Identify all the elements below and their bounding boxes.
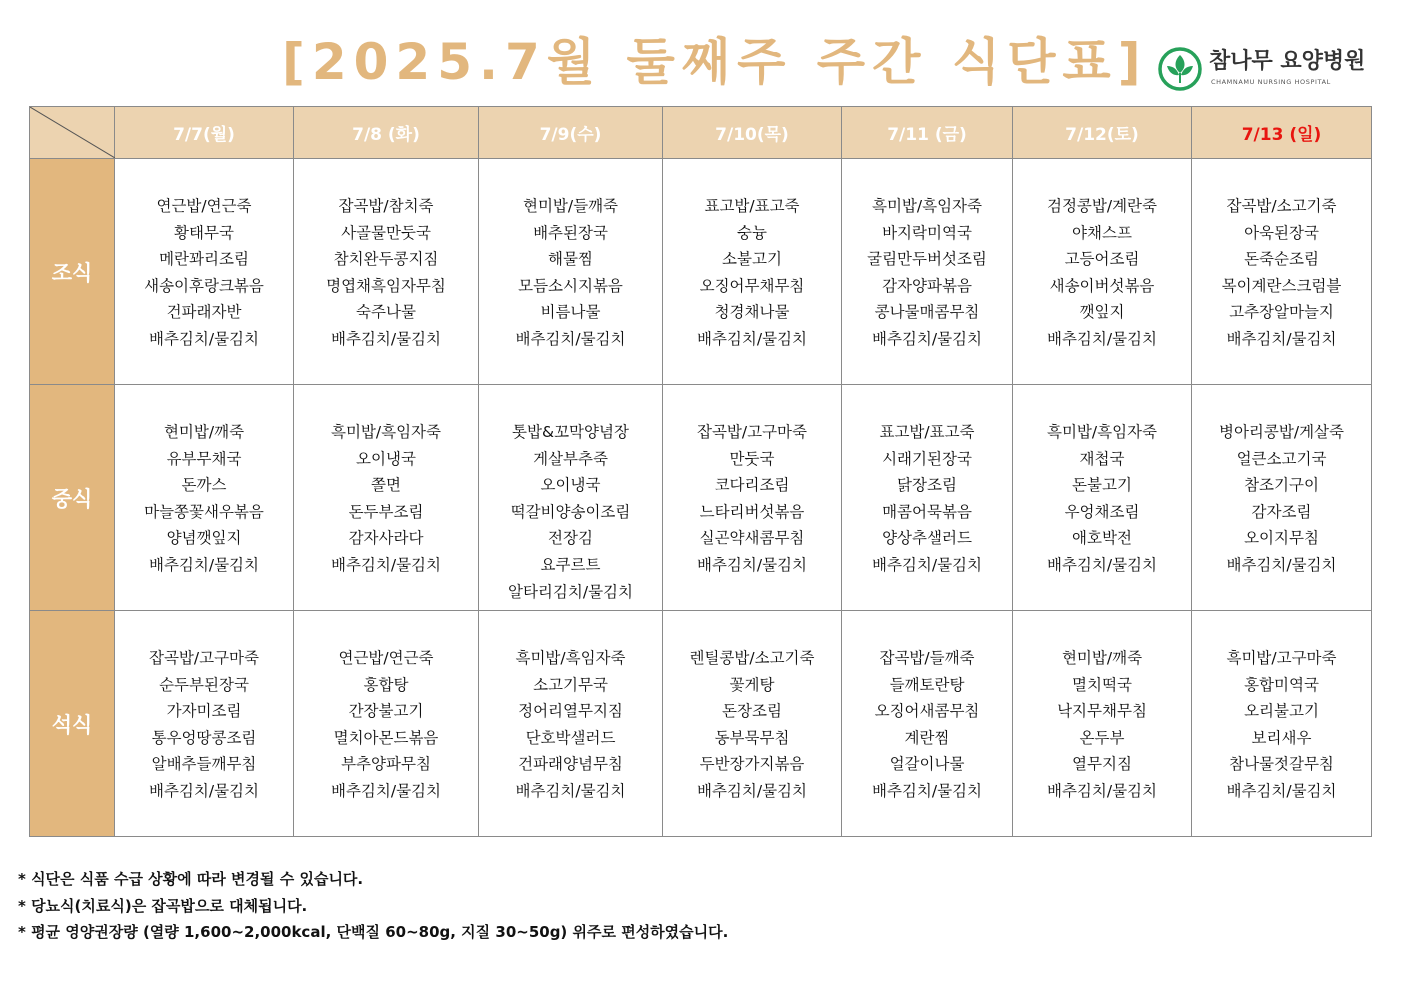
corner-cell [30,107,115,159]
menu-item: 흑미밥/흑임자죽 [330,423,442,441]
menu-item: 낙지무채무침 [1057,702,1147,721]
menu-item: 참치완두콩지짐 [333,250,439,269]
menu-item: 유부무채국 [166,449,242,468]
menu-item: 건파래자반 [166,303,242,322]
day-header: 7/11 (금) [842,107,1013,159]
menu-item: 오징어무채무침 [699,276,805,295]
menu-cell [1013,385,1192,611]
menu-item: 청경채나물 [714,303,790,322]
menu-item: 사골물만둣국 [341,223,431,242]
menu-item: 감자양파볶음 [882,276,972,295]
menu-item: 오리불고기 [1244,702,1319,721]
menu-item: 감자사라다 [348,529,424,548]
menu-item: 참조기구이 [1244,476,1319,495]
menu-item: 가자미조림 [166,702,242,721]
menu-item: 톳밥&꼬막양념장 [512,423,629,441]
menu-item: 우엉채조림 [1064,502,1140,521]
menu-item: 아욱된장국 [1244,223,1319,242]
menu-cell [294,159,479,385]
day-header-row [30,107,1372,159]
menu-item: 애호박전 [1072,529,1132,548]
menu-item: 꽃게탕 [729,675,775,694]
day-header: 7/12(토) [1013,107,1192,159]
menu-cell [842,385,1013,611]
menu-cell [115,159,294,385]
menu-item: 양상추샐러드 [882,529,972,548]
menu-item: 배추김치/물김치 [1226,329,1337,348]
menu-item: 정어리열무지짐 [518,702,623,721]
menu-item: 배추김치/물김치 [1046,555,1158,574]
menu-item: 배추된장국 [533,223,608,242]
menu-cell [1192,159,1372,385]
menu-item: 흑미밥/고구마죽 [1226,649,1337,667]
meal-row [30,385,1372,611]
menu-cell [663,385,842,611]
menu-item: 실곤약새콤무침 [699,529,805,548]
menu-cell [842,611,1013,837]
menu-item: 표고밥/표고죽 [704,197,800,215]
menu-item: 메란꽈리조림 [159,250,249,269]
menu-item: 모듬소시지볶음 [518,276,623,295]
menu-item: 쫄면 [371,476,401,495]
menu-item: 잡곡밥/들깨죽 [879,649,975,667]
menu-cell [1013,611,1192,837]
menu-item: 흑미밥/흑임자죽 [871,197,983,215]
menu-item: 현미밥/들깨죽 [522,197,619,215]
menu-item: 렌틸콩밥/소고기죽 [689,649,815,667]
menu-item: 검정콩밥/계란죽 [1046,197,1158,215]
menu-item: 숙주나물 [356,303,416,322]
menu-item: 배추김치/물김치 [696,329,808,348]
menu-item: 돈장조림 [722,702,782,721]
menu-item: 잡곡밥/참치죽 [338,197,434,215]
meal-label: 조식 [30,159,115,385]
menu-item: 양념깻잎지 [166,529,242,548]
menu-item: 동부묵무침 [714,728,790,747]
menu-item: 굴림만두버섯조림 [867,250,987,269]
menu-item: 열무지짐 [1072,755,1132,774]
menu-item: 흑미밥/흑임자죽 [1046,423,1158,441]
menu-item: 소고기무국 [533,675,608,694]
menu-item: 얼큰소고기국 [1236,449,1327,468]
menu-item: 게살부추죽 [533,449,608,468]
menu-item: 돈까스 [181,476,227,495]
menu-item: 배추김치/물김치 [515,781,626,800]
menu-cell [294,385,479,611]
menu-item: 소불고기 [722,250,782,269]
menu-item: 배추김치/물김치 [148,555,260,574]
menu-cell [479,611,663,837]
menu-item: 만둣국 [729,449,775,468]
menu-item: 돈두부조림 [348,502,424,521]
menu-item: 배추김치/물김치 [330,329,442,348]
menu-item: 연근밥/연근죽 [338,649,434,667]
menu-item: 코다리조림 [714,476,790,495]
menu-item: 고등어조림 [1064,250,1140,269]
menu-item: 보리새우 [1251,728,1312,747]
menu-cell [1013,159,1192,385]
menu-cell [663,159,842,385]
menu-item: 배추김치/물김치 [148,329,260,348]
menu-item: 새송이후랑크볶음 [144,276,264,295]
menu-item: 현미밥/깨죽 [1061,649,1143,667]
logo-hospital-name: 참나무 요양병원 [1209,49,1366,74]
menu-item: 닭장조림 [897,476,957,495]
menu-item: 오이냉국 [356,449,416,468]
footnote: * 평균 영양권장량 (열량 1,600~2,000kcal, 단백질 60~80g, 지질 30~50g) 위주로 편성하였습니다. [18,923,729,941]
menu-item: 바지락미역국 [882,223,972,242]
menu-item: 얼갈이나물 [889,755,965,774]
menu-item: 황태무국 [174,223,234,242]
menu-cell [1192,611,1372,837]
menu-item: 흑미밥/흑임자죽 [515,649,626,667]
diagonal-divider [30,107,115,158]
menu-item: 알배추들깨무침 [151,755,257,774]
menu-item: 오이냉국 [540,476,601,495]
menu-item: 배추김치/물김치 [148,781,260,800]
menu-cell [1192,385,1372,611]
menu-item: 잡곡밥/고구마죽 [696,423,808,441]
menu-cell [842,159,1013,385]
menu-item: 간장불고기 [348,702,424,721]
footnotes [18,866,728,946]
menu-item: 콩나물매콤무침 [874,303,980,322]
menu-item: 재첩국 [1079,449,1125,468]
menu-item: 돈불고기 [1072,476,1132,495]
menu-item: 잡곡밥/고구마죽 [148,649,260,667]
day-header: 7/9(수) [479,107,663,159]
menu-item: 잡곡밥/소고기죽 [1226,197,1337,215]
menu-item: 시래기된장국 [882,449,972,468]
menu-item: 요쿠르트 [540,555,601,574]
menu-cell [115,385,294,611]
logo-subtitle: CHAMNAMU NURSING HOSPITAL [1211,78,1331,86]
menu-item: 배추김치/물김치 [1046,781,1158,800]
menu-cell [479,159,663,385]
weekly-menu-table [29,106,1372,837]
menu-item: 새송이버섯볶음 [1049,276,1155,295]
menu-item: 알타리김치/물김치 [507,582,633,601]
menu-item: 병아리콩밥/게살죽 [1218,423,1344,441]
menu-item: 계란찜 [904,728,950,747]
leaf-logo-icon [1157,46,1203,92]
menu-item: 해물찜 [548,250,593,269]
day-header: 7/8 (화) [294,107,479,159]
day-header: 7/7(월) [115,107,294,159]
menu-item: 배추김치/물김치 [696,781,808,800]
menu-item: 참나물젓갈무침 [1229,755,1334,774]
menu-item: 야채스프 [1072,223,1132,242]
menu-item: 멸치떡국 [1072,675,1132,694]
menu-item: 배추김치/물김치 [871,329,983,348]
menu-item: 떡갈비양송이조림 [510,502,631,521]
meal-row [30,159,1372,385]
menu-item: 단호박샐러드 [525,728,616,747]
day-header: 7/13 (일) [1192,107,1372,159]
menu-item: 연근밥/연근죽 [156,197,252,215]
menu-item: 배추김치/물김치 [1226,555,1337,574]
menu-item: 고추장알마늘지 [1229,303,1334,322]
menu-item: 숭늉 [737,223,767,242]
footnote: * 당뇨식(치료식)은 잡곡밥으로 대체됩니다. [18,896,308,915]
menu-item: 부추양파무침 [341,755,431,774]
menu-item: 표고밥/표고죽 [879,423,975,441]
page-title: [2025.7월 둘째주 주간 식단표] [282,33,1148,91]
hospital-logo [1157,44,1367,92]
menu-item: 배추김치/물김치 [1046,329,1158,348]
menu-cell [479,385,663,611]
meal-label: 중식 [30,385,115,611]
menu-item: 배추김치/물김치 [330,781,442,800]
menu-item: 홍합탕 [363,675,409,694]
menu-item: 마늘쫑꽃새우볶음 [144,502,264,521]
meal-row [30,611,1372,837]
menu-cell [663,611,842,837]
menu-item: 전장김 [548,529,593,548]
menu-item: 홍합미역국 [1244,675,1319,694]
menu-item: 오이지무침 [1244,529,1319,548]
menu-item: 배추김치/물김치 [696,555,808,574]
menu-item: 목이계란스크럼블 [1221,276,1342,295]
menu-item: 건파래양념무침 [518,755,623,774]
menu-item: 현미밥/깨죽 [163,423,245,441]
menu-item: 오징어새콤무침 [874,702,980,721]
menu-item: 온두부 [1079,728,1125,747]
menu-item: 배추김치/물김치 [515,329,626,348]
meal-label: 석식 [30,611,115,837]
menu-item: 들깨토란탕 [889,675,965,694]
menu-cell [115,611,294,837]
menu-item: 두반장가지볶음 [699,755,805,774]
menu-item: 통우엉땅콩조림 [151,728,257,747]
menu-item: 명엽채흑임자무침 [326,276,446,295]
menu-item: 순두부된장국 [159,675,249,694]
footnote: * 식단은 식품 수급 상황에 따라 변경될 수 있습니다. [18,870,364,888]
menu-item: 비름나물 [540,303,601,322]
menu-item: 멸치아몬드볶음 [333,728,439,747]
menu-item: 감자조림 [1251,502,1312,521]
menu-item: 배추김치/물김치 [330,555,442,574]
menu-item: 느타리버섯볶음 [699,502,805,521]
menu-cell [294,611,479,837]
menu-item: 깻잎지 [1079,303,1125,322]
menu-item: 배추김치/물김치 [871,781,983,800]
day-header: 7/10(목) [663,107,842,159]
menu-item: 매콤어묵볶음 [882,502,972,521]
menu-item: 배추김치/물김치 [871,555,983,574]
menu-item: 배추김치/물김치 [1226,781,1337,800]
menu-item: 돈죽순조림 [1244,250,1319,269]
